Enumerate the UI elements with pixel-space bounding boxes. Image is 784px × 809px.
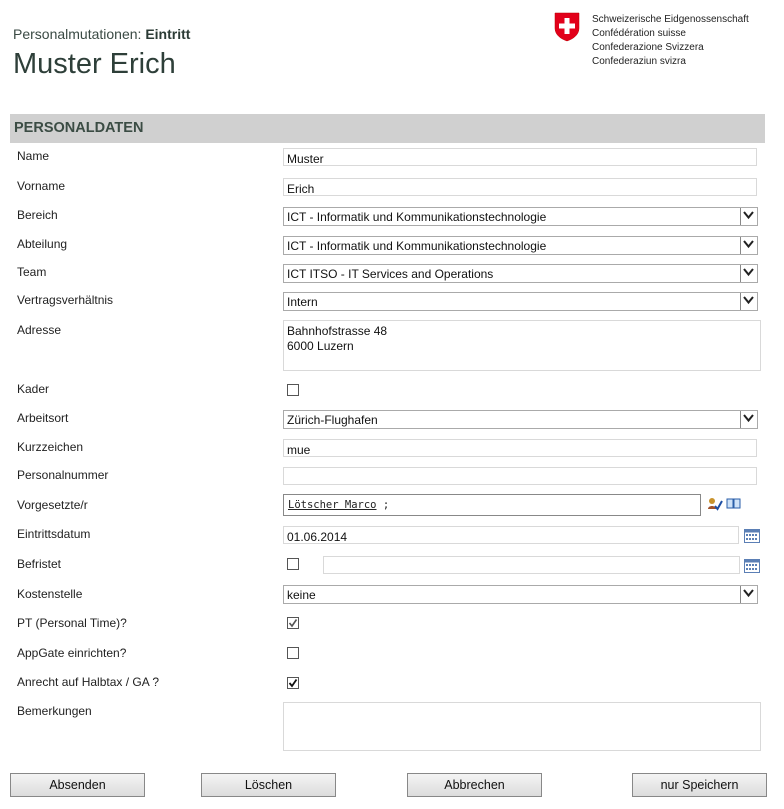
adresse-label: Adresse [17, 323, 62, 337]
swiss-flag-icon [554, 12, 580, 42]
submit-button[interactable]: Absenden [10, 773, 145, 797]
team-label: Team [17, 265, 47, 279]
team-value: ICT ITSO - IT Services and Operations [287, 267, 494, 281]
eintrittsdatum-field[interactable]: 01.06.2014 [283, 526, 739, 544]
vorname-field[interactable]: Erich [283, 178, 757, 196]
personalnummer-field[interactable] [283, 467, 757, 485]
vorgesetzte-separator: ; [376, 499, 390, 511]
adresse-line2: 6000 Luzern [287, 339, 354, 353]
halbtax-label: Anrecht auf Halbtax / GA ? [17, 675, 160, 689]
page-subtitle [13, 26, 190, 42]
chevron-down-icon[interactable] [740, 586, 757, 603]
appgate-label: AppGate einrichten? [17, 646, 127, 660]
kurzzeichen-label: Kurzzeichen [17, 440, 84, 454]
abteilung-label: Abteilung [17, 237, 68, 251]
vorgesetzte-name[interactable]: Lötscher Marco [288, 499, 377, 511]
subtitle-type: Eintritt [145, 26, 191, 42]
abteilung-select[interactable] [283, 236, 758, 255]
subtitle-prefix: Personalmutationen: [13, 26, 142, 42]
befristet-checkbox[interactable] [287, 558, 299, 570]
vertrag-label: Vertragsverhältnis [17, 293, 114, 307]
vorname-label: Vorname [17, 179, 66, 193]
confederation-logo [554, 12, 780, 68]
befristet-date-field[interactable] [323, 556, 740, 574]
checkmark-icon [288, 678, 298, 688]
kurzzeichen-field[interactable]: mue [283, 439, 757, 457]
calendar-icon[interactable] [744, 529, 760, 543]
name-label: Name [17, 149, 50, 163]
checkmark-icon [288, 618, 298, 628]
name-field[interactable]: Muster [283, 148, 757, 166]
confederation-names [592, 13, 749, 69]
personalnummer-label: Personalnummer [17, 468, 109, 482]
logo-line-fr: Confédération suisse [592, 28, 686, 39]
logo-line-it: Confederazione Svizzera [592, 42, 704, 53]
section-header [10, 114, 765, 143]
adresse-textarea[interactable] [283, 320, 761, 371]
vertrag-select[interactable] [283, 292, 758, 311]
vertrag-value: Intern [287, 295, 318, 309]
section-title: PERSONALDATEN [14, 120, 144, 136]
abteilung-value: ICT - Informatik und Kommunikationstechnologie [287, 239, 547, 253]
check-names-icon[interactable] [707, 497, 723, 511]
chevron-down-icon[interactable] [740, 265, 757, 282]
bereich-value: ICT - Informatik und Kommunikationstechnologie [287, 210, 547, 224]
logo-line-de: Schweizerische Eidgenossenschaft [592, 14, 749, 25]
kader-checkbox[interactable] [287, 384, 299, 396]
delete-button[interactable]: Löschen [201, 773, 336, 797]
page-title: Muster Erich [13, 48, 176, 80]
bereich-label: Bereich [17, 208, 58, 222]
chevron-down-icon[interactable] [740, 237, 757, 254]
kader-label: Kader [17, 382, 50, 396]
eintrittsdatum-label: Eintrittsdatum [17, 527, 91, 541]
befristet-label: Befristet [17, 557, 62, 571]
bemerkungen-textarea[interactable] [283, 702, 761, 751]
calendar-icon[interactable] [744, 559, 760, 573]
halbtax-checkbox[interactable] [287, 677, 299, 689]
kostenstelle-label: Kostenstelle [17, 587, 83, 601]
chevron-down-icon[interactable] [740, 208, 757, 225]
adresse-line1: Bahnhofstrasse 48 [287, 324, 388, 338]
team-select[interactable] [283, 264, 758, 283]
bemerkungen-label: Bemerkungen [17, 704, 92, 718]
cancel-button[interactable]: Abbrechen [407, 773, 542, 797]
bereich-select[interactable] [283, 207, 758, 226]
save-button[interactable]: nur Speichern [632, 773, 767, 797]
chevron-down-icon[interactable] [740, 411, 757, 428]
vorgesetzte-label: Vorgesetzte/r [17, 498, 88, 512]
pt-label: PT (Personal Time)? [17, 616, 127, 630]
kostenstelle-value: keine [287, 588, 316, 602]
appgate-checkbox[interactable] [287, 647, 299, 659]
kostenstelle-select[interactable] [283, 585, 758, 604]
logo-line-rm: Confederaziun svizra [592, 56, 686, 67]
address-book-icon[interactable] [726, 497, 741, 510]
vorgesetzte-people-picker[interactable] [283, 494, 701, 516]
pt-checkbox[interactable] [287, 617, 299, 629]
arbeitsort-label: Arbeitsort [17, 411, 69, 425]
arbeitsort-value: Zürich-Flughafen [287, 413, 378, 427]
arbeitsort-select[interactable] [283, 410, 758, 429]
chevron-down-icon[interactable] [740, 293, 757, 310]
